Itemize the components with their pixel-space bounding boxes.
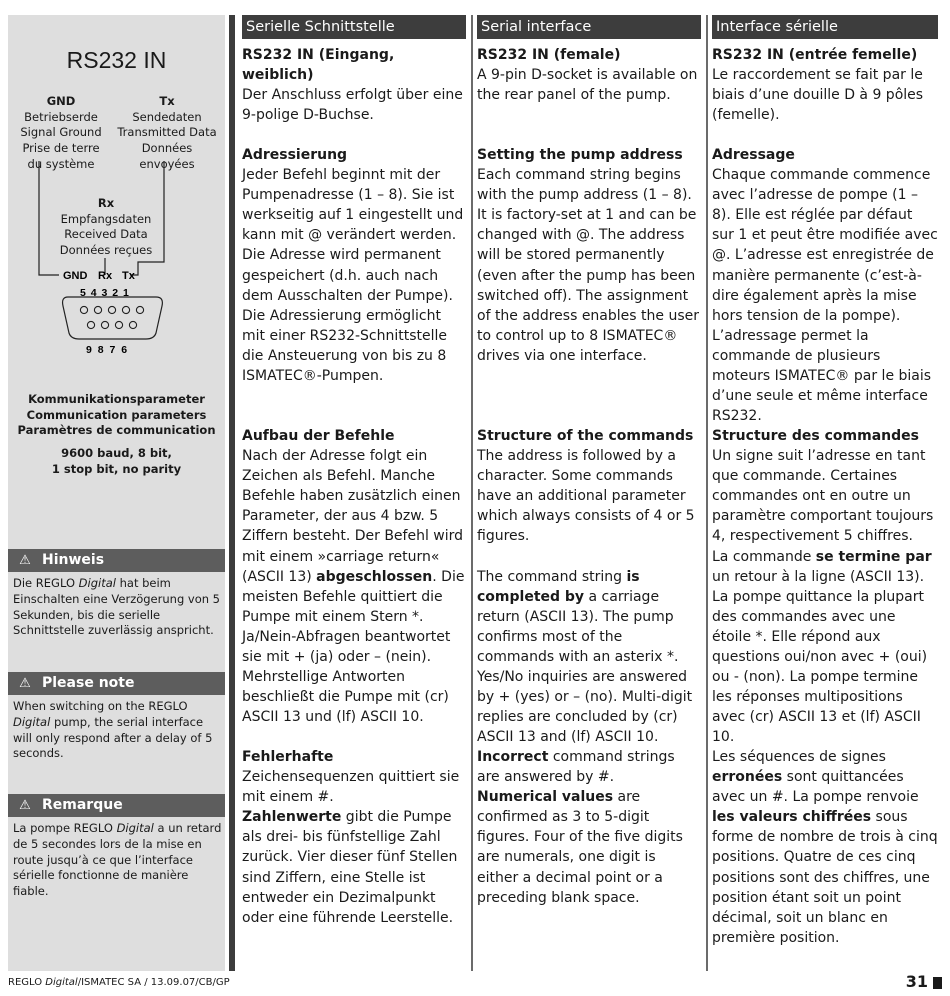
- tx-label: Tx: [159, 94, 175, 108]
- note-heading-fr: [8, 794, 225, 817]
- pin-6: [129, 321, 136, 328]
- pin-1: [136, 306, 143, 313]
- warning-icon: ⚠: [19, 676, 31, 691]
- section-connector: [477, 45, 701, 105]
- note-body-en: When switching on the REGLO Digital pump, the serial interface will only respond after a delay of 5 seconds.: [13, 699, 213, 761]
- rx-line: Received Data: [64, 227, 148, 242]
- pin-9: [87, 321, 94, 328]
- pin-3: [108, 306, 115, 313]
- column-divider: [471, 15, 473, 971]
- warning-icon: ⚠: [19, 553, 31, 568]
- gnd-leader-line: [39, 161, 59, 275]
- pin-7: [115, 321, 122, 328]
- conn-tx-label: Tx: [122, 270, 135, 282]
- section-heading: RS232 IN (Eingang, weiblich): [242, 47, 395, 84]
- column-divider: [706, 15, 708, 971]
- page-marker: [933, 977, 942, 989]
- note-heading-de: [8, 549, 225, 572]
- section-address: [477, 145, 701, 366]
- section-address: [712, 145, 938, 426]
- pin-numbers-top: 5 4 3 2 1: [80, 287, 129, 299]
- tx-line: envoyées: [139, 156, 195, 171]
- rx-label: Rx: [97, 196, 115, 210]
- comm-heading-line: Kommunikationsparameter: [28, 392, 205, 406]
- section-commands: [477, 426, 701, 747]
- column-header: Serial interface: [477, 15, 701, 39]
- page-number: 31: [905, 972, 928, 991]
- column-german: [242, 15, 466, 971]
- note-title: Please note: [42, 675, 135, 691]
- connector-title: RS232 IN: [66, 47, 167, 73]
- section-commands: [712, 426, 938, 748]
- section-connector: [242, 45, 466, 125]
- section-heading: Structure des commandes: [712, 428, 919, 444]
- section-heading: Aufbau der Befehle: [242, 428, 395, 444]
- section-text: The address is followed by a character. Some commands have an additional parameter which always consists of 4 or 5 figures.: [477, 448, 695, 545]
- pin-4: [94, 306, 101, 313]
- section-text: Nach der Adresse folgt ein Zeichen als Befehl. Manche Befehle haben zusätzlich einen Parameter, der aus 4 bzw. 5 Ziffern besteht. Der Befehl wird mit einem »carriage return« (ASCII 13) abgeschlossen. Die meisten Befehle quittiert die Pumpe mit einem Stern *. Ja/Nein-Abfragen beantwortet sie mit + (ja) oder – (nein). Mehrstellige Antworten beschließt die Pumpe mit (cr) ASCII 13 und (lf) ASCII 10.: [242, 448, 465, 726]
- section-values: Incorrect command strings are answered by #. Numerical values are confirmed as 3 to 5-digit figures. Four of the five digits are numerals, one digit is either a decimal point or a preceding blank space.: [477, 749, 683, 906]
- conn-rx-label: Rx: [98, 270, 113, 282]
- conn-gnd-label: GND: [63, 270, 88, 282]
- tx-leader-line: [130, 161, 164, 275]
- gnd-label: GND: [46, 94, 76, 108]
- sidebar-divider: [229, 15, 235, 971]
- note-title: Hinweis: [42, 552, 105, 568]
- tx-line: Transmitted Data: [117, 125, 217, 140]
- section-heading: Adressierung: [242, 147, 348, 163]
- gnd-line: Signal Ground: [20, 125, 102, 140]
- comm-heading-line: Paramètres de communication: [17, 423, 216, 438]
- tx-line: Données: [141, 141, 193, 156]
- comm-setting: 9600 baud, 8 bit,: [61, 446, 172, 461]
- db9-connector-diagram: [8, 15, 225, 415]
- rx-line: Empfangsdaten: [60, 211, 152, 226]
- section-text: Un signe suit l’adresse en tant que commande. Certaines commandes ont en outre un paramètre comportant toujours 4, respectivement 5 chiffres.: [712, 448, 934, 545]
- pin-2: [122, 306, 129, 313]
- section-address: [242, 145, 466, 386]
- section-values: Fehlerhafte Zeichensequenzen quittiert sie mit einem #. Zahlenwerte gibt die Pumpe als drei- bis fünfstellige Zahl zurück. Vier dieser fünf Stellen sind Ziffern, eine Stelle ist entweder ein Dezimalpunkt oder eine führende Leerstelle.: [242, 749, 460, 926]
- section-text: La commande se termine par un retour à la ligne (ASCII 13). La pompe quittance la plupart des commandes avec une étoile *. Elle répond aux questions oui/non avec + (oui) ou - (non). La pompe termine les réponses multipositions avec (cr) ASCII 13 et (lf) ASCII 10.: [712, 548, 932, 746]
- gnd-line: Prise de terre: [22, 141, 100, 156]
- pin-numbers-bottom: 9 8 7 6: [86, 344, 128, 356]
- section-heading: Setting the pump address: [477, 147, 683, 163]
- comm-setting: 1 stop bit, no parity: [51, 461, 182, 476]
- section-text: Der Anschluss erfolgt über eine 9-polige D-Buchse.: [242, 87, 463, 124]
- section-text: The command string is completed by a carriage return (ASCII 13). The pump confirms most of the commands with an asterix *. Yes/No inquiries are answered by + (yes) or – (no). Multi-digit replies are concluded by (cr) ASCII 13 and (lf) ASCII 10.: [477, 568, 693, 746]
- tx-line: Sendedaten: [132, 109, 202, 124]
- comm-params: [8, 392, 225, 478]
- section-connector: [712, 45, 938, 125]
- pin-8: [101, 321, 108, 328]
- gnd-line: Betriebserde: [24, 109, 98, 124]
- section-text: Each command string begins with the pump address (1 – 8). It is factory-set at 1 and can be changed with @. The address will be stored permanently (even after the pump has been switched off). The assignment of the address enables the user to control up to 8 ISMATEC® drives via one interface.: [477, 167, 699, 364]
- section-text: Chaque commande commence avec l’adresse de pompe (1 – 8). Elle est réglée par défaut sur 1 et peut être modifiée avec @. L’adresse est enregistrée de manière permanente (c’est-à-dire également après la mise hors tension de la pompe). L’adressage permet la commande de plusieurs moteurs ISMATEC® par le biais d’une seule et même interface RS232.: [712, 167, 938, 425]
- section-text: Le raccordement se fait par le biais d’une douille D à 9 pôles (femelle).: [712, 67, 924, 124]
- connector-shell: [63, 297, 163, 339]
- column-english: [477, 15, 701, 971]
- warning-icon: ⚠: [19, 798, 31, 813]
- column-header: Interface sérielle: [712, 15, 938, 39]
- column-header: Serielle Schnittstelle: [242, 15, 466, 39]
- section-text: Jeder Befehl beginnt mit der Pumpenadresse (1 – 8). Sie ist werkseitig auf 1 eingestellt und kann mit @ verändert werden. Die Adresse wird permanent gespeichert (d.h. auch nach dem Ausschalten der Pumpe). Die Adressierung ermöglicht mit einer RS232-Schnittstelle die Ansteuerung von bis zu 8 ISMATEC®-Pumpen.: [242, 167, 464, 385]
- column-french: [712, 15, 938, 971]
- section-values: Les séquences de signes erronées sont quittancées avec un #. La pompe renvoie les valeurs chiffrées sous forme de nombre de trois à cinq positions. Quatre de ces cinq positions sont des chiffres, une position étant soit un point décimal, soit un blanc en première position.: [712, 749, 938, 946]
- note-title: Remarque: [42, 797, 123, 813]
- rx-line: Données reçues: [59, 243, 153, 258]
- pin-5: [80, 306, 87, 313]
- section-heading: RS232 IN (entrée femelle): [712, 47, 918, 63]
- note-heading-en: [8, 672, 225, 695]
- gnd-line: du système: [27, 156, 95, 171]
- section-heading: RS232 IN (female): [477, 47, 621, 63]
- section-heading: Adressage: [712, 147, 795, 163]
- section-commands: [242, 426, 466, 727]
- section-heading: Structure of the commands: [477, 428, 694, 444]
- note-body-fr: La pompe REGLO Digital a un retard de 5 secondes lors de la mise en route jusqu’à ce que l’interface sérielle fonctionne de manière fiable.: [13, 821, 222, 899]
- footer-credit: REGLO Digital/ISMATEC SA / 13.09.07/CB/GP: [8, 977, 230, 988]
- comm-heading-line: Communication parameters: [26, 407, 207, 422]
- note-body-de: Die REGLO Digital hat beim Einschalten eine Verzögerung von 5 Sekunden, bis die serielle Schnittstelle zuverlässig anspricht.: [13, 576, 220, 638]
- section-text: A 9-pin D-socket is available on the rear panel of the pump.: [477, 67, 698, 104]
